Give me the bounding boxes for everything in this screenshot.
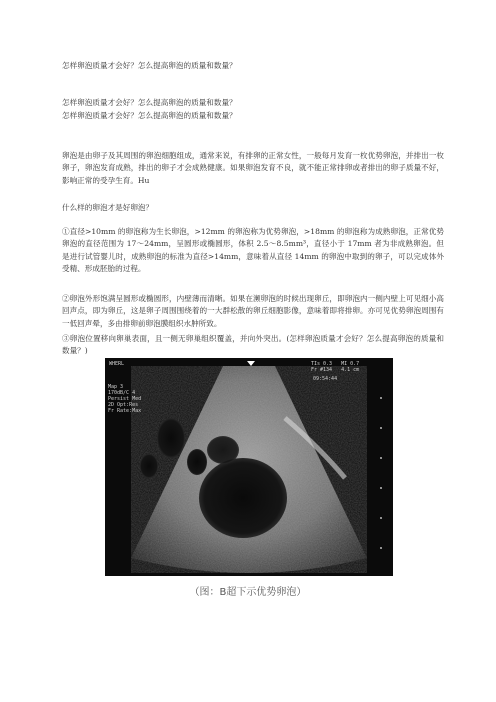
scanner-params: TIs 0.3 MI 0.7 Fr #134 4.1 cm (311, 361, 360, 373)
scan-time: 09:54:44 (313, 376, 338, 382)
ultrasound-scan (105, 358, 393, 576)
heading-3: 怎样卵泡质量才会好？怎么提高卵泡的质量和数量？ (62, 111, 237, 120)
point-3-text: ③卵泡位置移向卵巢表面，且一侧无卵巢组织覆盖，并向外突出。(怎样卵泡质量才会好？怎么提高卵泡的质量和数量？) (62, 334, 444, 356)
image-caption: （图：B超下示优势卵泡） (189, 587, 307, 598)
heading-1: 怎样卵泡质量才会好？怎么提高卵泡的质量和数量？ (62, 61, 237, 70)
heading-2: 怎样卵泡质量才会好？怎么提高卵泡的质量和数量？ (62, 98, 237, 107)
question-heading: 什么样的卵泡才是好卵泡？ (62, 203, 154, 212)
ultrasound-image (105, 358, 393, 576)
intro-paragraph (62, 150, 444, 187)
point-2-text: ②卵泡外形饱满呈圆形或椭圆形，内壁薄而清晰。如果在濒卵泡的时候出现卵丘，即卵泡内一侧内壁上可见细小高回声点，即为卵丘，这是卵子周围围绕着的一大群松散的卵丘细胞影像，意味着即将排卵。亦可见优势卵泡周围有一低回声晕，多由排卵前卵泡膜组织水肿所致。 (62, 294, 444, 328)
follicle-small (187, 449, 207, 475)
point-1-paragraph (62, 226, 444, 276)
point-3-paragraph (62, 333, 444, 358)
follicle-small (157, 418, 185, 458)
point-1-text: ①直径>10mm 的卵泡称为生长卵泡，>12mm 的卵泡称为优势卵泡，>18mm 的卵泡称为成熟卵泡，正常优势卵泡的直径范围为 17～24mm，呈圆形或椭圆形，体积 2.5～8.5mm³，直径小于 17mm 者为非成熟卵泡。但是进行试管婴儿时，成熟卵泡的标准为直径>14mm，意味着从直径 14mm 的卵泡中取到的卵子，可以完成体外受精、形成胚胎的过程。 (62, 227, 444, 274)
intro-text: 卵泡是由卵子及其周围的卵泡细胞组成，通常来说，有排卵的正常女性，一般每月发育一枚优势卵泡，并排出一枚卵子，卵泡发育成熟，排出的卵子才会成熟健康。如果卵泡发育不良，就不能正常排卵或者排出的卵子质量不好，影响正常的受孕生育。Hu (62, 151, 444, 185)
point-2-paragraph (62, 293, 444, 330)
follicle-small (207, 436, 239, 464)
scanner-label: WHERL (109, 361, 125, 367)
scan-settings: Map 3 170dB/C 4 Persist Med 2D Opt:Res Fr Rate:Max (108, 384, 142, 414)
follicle-small (140, 454, 158, 478)
dominant-follicle (199, 458, 287, 538)
